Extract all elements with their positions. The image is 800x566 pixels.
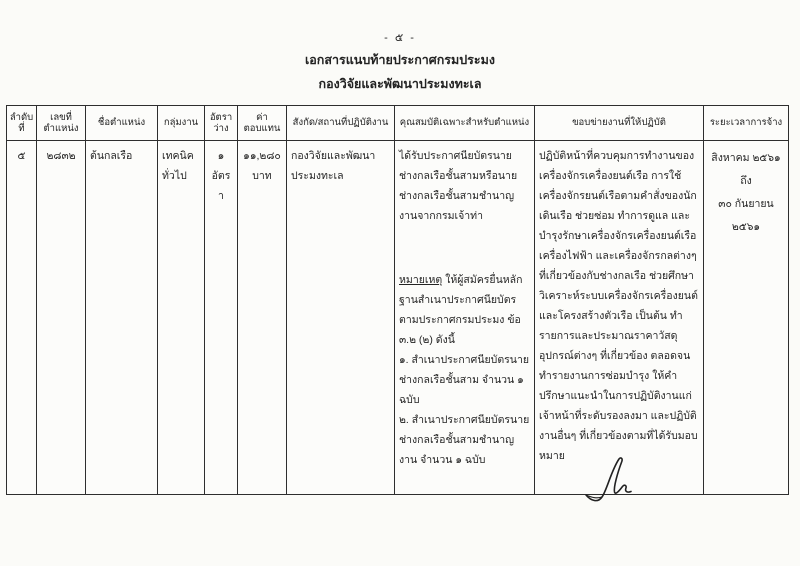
document-title: เอกสารแนบท้ายประกาศกรมประมง — [305, 53, 495, 67]
note-text: ให้ผู้สมัครยื่นหลักฐานสำเนา​ประกาศนียบัตรตามประกาศกรมประมง ข้อ ๓.๒ (๒) ดังนี้ — [399, 274, 523, 346]
cell-employment-period — [704, 141, 788, 494]
signature-icon — [583, 452, 641, 504]
document-subtitle: กองวิจัยและพัฒนาประมงทะเล — [318, 77, 482, 91]
header-no: ลำดับที่ — [7, 106, 37, 141]
header-vacancy: อัตราว่าง — [205, 106, 238, 141]
header-work-group: กลุ่มงาน — [158, 106, 205, 141]
page-number: - ๕ - — [384, 32, 416, 44]
cell-vacancy: ๑ อัตรา — [205, 141, 238, 494]
cell-no: ๕ — [7, 141, 37, 494]
header-affiliation: สังกัด/สถานที่ปฏิบัติงาน — [287, 106, 395, 141]
cell-affiliation: กองวิจัยและพัฒนาประมงทะเล — [287, 141, 395, 494]
header-qualifications: คุณสมบัติเฉพาะสำหรับตำแหน่ง — [395, 106, 535, 141]
cell-compensation: ๑๑,๒๘๐ บาท — [238, 141, 287, 494]
cell-qualifications — [395, 141, 535, 494]
employment-end: ๓๐ กันยายน ๒๕๖๑ — [718, 198, 774, 233]
qualification-paragraph: ได้รับประกาศนียบัตรนายช่างกลเรือชั้นสาม​หรือนายช่างกลเรือชั้นสามชำนาญงาน​จากกรมเจ้าท่า — [399, 150, 518, 222]
qualification-item-2: ๒. สำเนาประกาศนียบัตรนายช่างกลเรือ​ชั้นสามชำนาญงาน จำนวน ๑ ฉบับ — [399, 414, 530, 466]
positions-table — [6, 105, 789, 495]
cell-position-number: ๒๘๓๒ — [37, 141, 86, 494]
qualification-note — [399, 270, 530, 350]
header-position-name: ชื่อตำแหน่ง — [86, 106, 158, 141]
cell-position-name: ต้นกลเรือ — [86, 141, 158, 494]
cell-scope-of-work: ปฏิบัติหน้าที่ควบคุมการทำงานของเครื่องจักร​เครื่องยนต์เรือ การใช้เครื่องจักรยนต์เรือตามคำสั่ง​ของนักเดินเรือ ช่วยซ่อม ทำการดูแล และบำรุง​รักษาเครื่องจักรเครื่องยนต์เรือ เครื่องไฟฟ้า และ​เครื่องจักรกลต่างๆ ที่เกี่ยวข้องกับช่างกลเรือ ช่วยศึกษาวิเคราะห์ระบบเครื่องจักรเครื่องยนต์​และโครงสร้างตัวเรือ เป็นต้น ทำรายการและ​ประมาณราคาวัสดุอุปกรณ์ต่างๆ ที่เกี่ยวข้อง ตลอดจนทำรายงานการซ่อมบำรุง ให้คำปรึกษา​แนะนำในการปฏิบัติงานแก่เจ้าหน้าที่ระดับรองลงมา และปฏิบัติงานอื่นๆ ที่เกี่ยวข้องตามที่ได้รับ​มอบหมาย — [535, 141, 704, 494]
qualification-item-1: ๑. สำเนาประกาศนียบัตรนายช่างกลเรือ​ชั้นสาม จำนวน ๑ ฉบับ — [399, 354, 530, 406]
employment-to: ถึง — [740, 175, 752, 187]
employment-start: สิงหาคม ๒๕๖๑ — [711, 152, 781, 164]
header-employment-period: ระยะเวลาการจ้าง — [704, 106, 788, 141]
header-scope-of-work: ขอบข่ายงานที่ให้ปฏิบัติ — [535, 106, 704, 141]
cell-work-group: เทคนิคทั่วไป — [158, 141, 205, 494]
header-position-number: เลขที่ตำแหน่ง — [37, 106, 86, 141]
header-compensation: ค่าตอบแทน — [238, 106, 287, 141]
note-label: หมายเหตุ — [399, 274, 443, 286]
